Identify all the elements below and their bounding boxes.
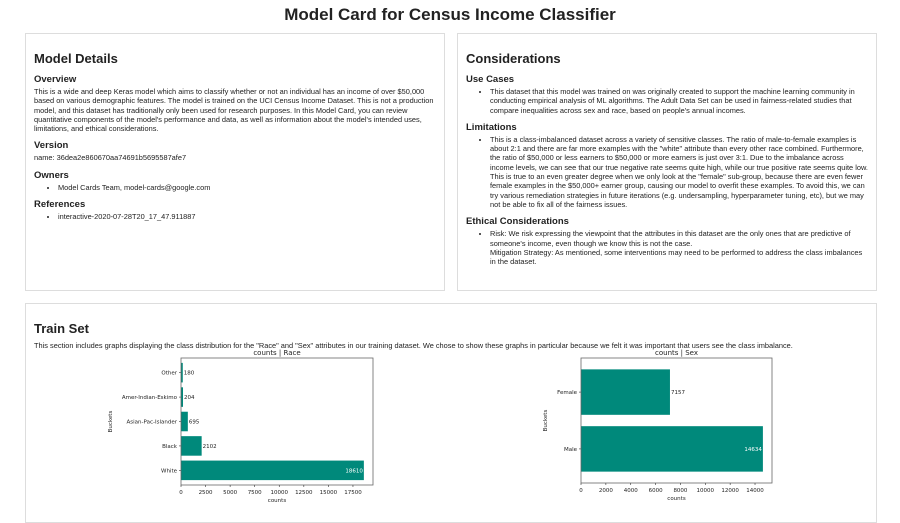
version-text: name: 36dea2e860670aa74691b5695587afe7	[34, 153, 187, 163]
x-tick-label: 0	[179, 490, 183, 496]
x-tick-label: 6000	[648, 488, 663, 494]
race-chart	[100, 345, 400, 506]
x-tick-label: 0	[579, 488, 583, 494]
limitation-item: • This is a class-imbalanced dataset across a variety of sensitive classes. The ratio of male-to-female examples is about 2:1 and there are far more examples with the "white" attribute than every other race combined. Furthermore, the ratio of $50,000 or less earners to $50,000 or more earners is just over 3:1. Due to the imbalance across income levels, we can see that our true negative rate seems quite high, while our true positive rate seems quite low. This is true to an even greater degree when we only look at the "female" sub-group, because there are even fewer female examples in the $50,000+ earner group, causing our model to overfit these examples. To avoid this, we can try various remediation strategies in future iterations (e.g. undersampling, hyperparameter tuning, etc), but we may not be able to fix all of the fairness issues.	[490, 135, 868, 209]
data-label: 2102	[202, 443, 217, 450]
data-label: 14634	[744, 446, 762, 453]
y-axis-label: Buckets	[108, 410, 114, 433]
x-tick-label: 2000	[598, 488, 613, 494]
bar	[181, 412, 188, 432]
y-tick-label: Female	[557, 390, 577, 397]
model-details-heading: Model Details	[34, 51, 118, 66]
use-case-item: • This dataset that this model was trained on was originally created to support the machine learning community in conducting empirical analysis of ML algorithms. The Adult Data Set can be used in fairness-related studies that compare inequalities across sex and race, based on people's annual incomes.	[490, 87, 868, 115]
data-label: 204	[184, 395, 195, 402]
x-tick-label: 12500	[295, 490, 313, 496]
ethical-heading: Ethical Considerations	[466, 216, 569, 228]
bar	[181, 436, 202, 456]
x-tick-label: 5000	[223, 490, 238, 496]
bar	[581, 369, 670, 414]
x-tick-label: 17500	[344, 490, 362, 496]
x-tick-label: 12000	[721, 488, 739, 494]
x-tick-label: 15000	[319, 490, 338, 496]
sex-chart	[540, 345, 790, 506]
considerations-heading: Considerations	[466, 51, 561, 66]
y-tick-label: White	[161, 468, 177, 475]
reference-item: • interactive-2020-07-28T20_17_47.911887	[58, 212, 436, 221]
y-tick-label: Black	[162, 443, 177, 450]
references-heading: References	[34, 199, 86, 211]
data-label: 18610	[345, 468, 363, 475]
x-tick-label: 4000	[623, 488, 638, 494]
x-tick-label: 14000	[746, 488, 764, 494]
version-heading: Version	[34, 140, 69, 152]
ethical-risk: Risk: We risk expressing the viewpoint that the attributes in this dataset are the only ones that are predictive of someone's income, even though we know this is not the case.	[490, 229, 851, 248]
model-details-card	[25, 33, 445, 291]
x-tick-label: 10000	[270, 490, 289, 496]
overview-heading: Overview	[34, 74, 77, 85]
y-tick-label: Amer-Indian-Eskimo	[121, 395, 177, 402]
chart-title: counts | Race	[253, 349, 301, 357]
train-set-description: This section includes graphs displaying the class distribution for the "Race" and "Sex" attributes in our training dataset. We chose to show these graphs in particular because we felt it was important that users see the class imbalance.	[34, 341, 793, 350]
owner-item: • Model Cards Team, model-cards@google.com	[58, 183, 436, 192]
y-tick-label: Asian-Pac-Islander	[126, 419, 177, 426]
x-axis-label: counts	[267, 498, 287, 504]
ethical-item	[490, 229, 868, 266]
data-label: 695	[188, 419, 200, 426]
considerations-card	[457, 33, 877, 291]
train-set-heading: Train Set	[34, 321, 89, 336]
x-tick-label: 10000	[696, 488, 715, 494]
x-tick-label: 2500	[198, 490, 213, 496]
y-tick-label: Other	[161, 370, 177, 377]
page-title: Model Card for Census Income Classifier	[284, 5, 616, 24]
data-label: 180	[183, 370, 195, 377]
ethical-mitigation: Mitigation Strategy: As mentioned, some interventions may need to be performed to address the class imbalances in the dataset.	[490, 247, 863, 267]
use-cases-heading: Use Cases	[466, 74, 515, 85]
bar	[181, 461, 364, 481]
y-axis-label: Buckets	[543, 409, 549, 432]
x-tick-label: 8000	[673, 488, 688, 494]
owners-heading: Owners	[34, 169, 69, 181]
chart-title: counts | Sex	[655, 349, 698, 357]
overview-text: This is a wide and deep Keras model which aims to classify whether or not an individual has an income of over $50,000 based on various demographic features. The model is trained on the UCI Census Income Dataset. This is not a production model, and this dataset has traditionally only been used for research purposes. In this Model Card, you can review quantitative components of the model's performance and data, as well as information about the model's intended uses, limitations, and ethical considerations.	[34, 87, 434, 134]
x-tick-label: 7500	[247, 490, 262, 496]
y-tick-label: Male	[563, 446, 577, 453]
data-label: 7157	[670, 390, 685, 397]
x-axis-label: counts	[667, 496, 686, 502]
limitations-heading: Limitations	[466, 121, 517, 133]
bar	[581, 426, 763, 471]
